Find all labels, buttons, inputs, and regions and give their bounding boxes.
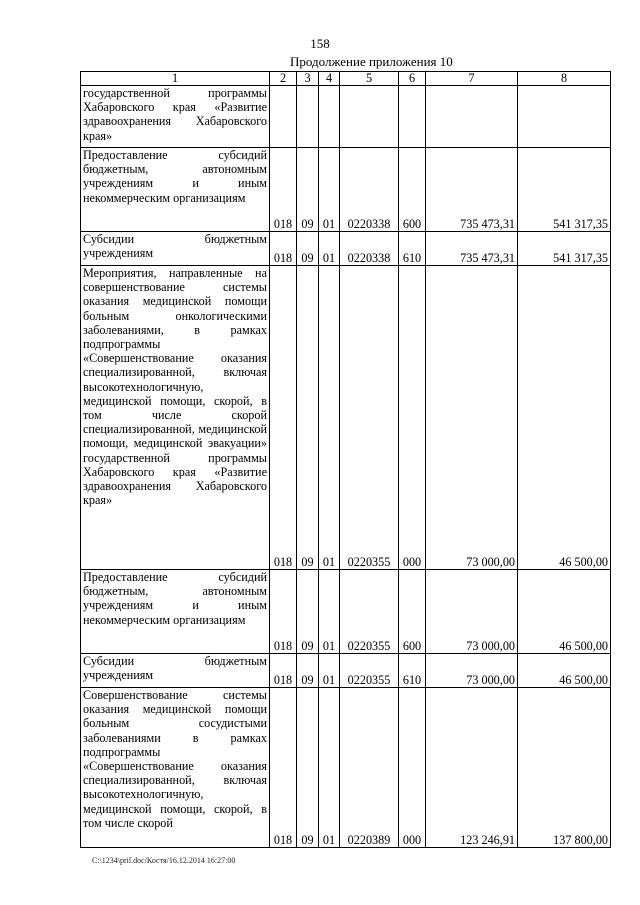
- cell-amount-1: 735 473,31: [426, 148, 518, 232]
- cell-grbs: 018: [270, 688, 297, 848]
- cell-target: 0220338: [340, 148, 399, 232]
- cell-section: 09: [297, 232, 319, 266]
- cell-grbs: 018: [270, 570, 297, 654]
- cell-amount-2: 541 317,35: [518, 232, 611, 266]
- row-name: государственной программы Хабаровского края «Развитие здравоохранения Хабаровского края»: [81, 86, 270, 148]
- cell-section: 09: [297, 570, 319, 654]
- cell-subsection: 01: [319, 232, 340, 266]
- cell-expense-type: 610: [399, 232, 426, 266]
- cell-amount-2: 541 317,35: [518, 148, 611, 232]
- cell-target: [340, 86, 399, 148]
- row-name: Субсидии бюджетным учреждениям: [81, 232, 270, 266]
- cell-amount-2: 46 500,00: [518, 570, 611, 654]
- cell-amount-1: 123 246,91: [426, 688, 518, 848]
- cell-target: 0220355: [340, 266, 399, 570]
- cell-expense-type: 600: [399, 148, 426, 232]
- cell-subsection: [319, 86, 340, 148]
- cell-subsection: 01: [319, 688, 340, 848]
- cell-subsection: 01: [319, 148, 340, 232]
- column-header: 7: [426, 72, 518, 86]
- cell-amount-2: 46 500,00: [518, 654, 611, 688]
- table-row: [81, 148, 611, 232]
- row-name: Предоставление субсидий бюджетным, автономным учреждениям и иным некоммерческим организациям: [81, 570, 270, 654]
- cell-amount-1: [426, 86, 518, 148]
- table-row: [81, 266, 611, 570]
- column-header: 1: [81, 72, 270, 86]
- cell-section: 09: [297, 148, 319, 232]
- table-row: [81, 86, 611, 148]
- column-header: 2: [270, 72, 297, 86]
- column-header: 8: [518, 72, 611, 86]
- cell-grbs: 018: [270, 232, 297, 266]
- cell-target: 0220338: [340, 232, 399, 266]
- cell-grbs: 018: [270, 266, 297, 570]
- cell-expense-type: [399, 86, 426, 148]
- cell-target: 0220355: [340, 654, 399, 688]
- row-name: Совершенствование системы оказания медицинской помощи больным сосудистыми заболеваниями в рамках подпрограммы «Совершенствование оказания специализированной, включая высокотехнологичную, медицинской помощи, скорой, в том числе скорой: [81, 688, 270, 848]
- cell-section: 09: [297, 266, 319, 570]
- cell-target: 0220355: [340, 570, 399, 654]
- cell-section: 09: [297, 688, 319, 848]
- row-name: Предоставление субсидий бюджетным, автономным учреждениям и иным некоммерческим организациям: [81, 148, 270, 232]
- cell-amount-2: 137 800,00: [518, 688, 611, 848]
- row-name: Мероприятия, направленные на совершенствование системы оказания медицинской помощи больным онкологическими заболеваниями, в рамках подпрограммы «Совершенствование оказания специализированной, включая высокотехнологичную, медицинской помощи, скорой, в том числе скорой специализированной, медицинской помощи, медицинской эвакуации» государственной программы Хабаровского края «Развитие здравоохранения Хабаровского края»: [81, 266, 270, 570]
- column-header: 4: [319, 72, 340, 86]
- cell-amount-1: 735 473,31: [426, 232, 518, 266]
- file-path-footer: C:\1234\pril.doc/Костя/16.12.2014 16:27:00: [92, 856, 236, 865]
- table-row: [81, 688, 611, 848]
- cell-expense-type: 600: [399, 570, 426, 654]
- table-row: [81, 654, 611, 688]
- appendix-caption: Продолжение приложения 10: [290, 54, 453, 69]
- cell-expense-type: 000: [399, 266, 426, 570]
- cell-grbs: 018: [270, 148, 297, 232]
- cell-grbs: 018: [270, 654, 297, 688]
- table-header-row: [81, 72, 611, 86]
- cell-subsection: 01: [319, 570, 340, 654]
- cell-subsection: 01: [319, 266, 340, 570]
- cell-section: [297, 86, 319, 148]
- column-header: 5: [340, 72, 399, 86]
- cell-expense-type: 610: [399, 654, 426, 688]
- cell-grbs: [270, 86, 297, 148]
- column-header: 6: [399, 72, 426, 86]
- cell-amount-1: 73 000,00: [426, 570, 518, 654]
- cell-section: 09: [297, 654, 319, 688]
- row-name: Субсидии бюджетным учреждениям: [81, 654, 270, 688]
- cell-subsection: 01: [319, 654, 340, 688]
- page-number: 158: [310, 36, 330, 51]
- column-header: 3: [297, 72, 319, 86]
- cell-amount-1: 73 000,00: [426, 654, 518, 688]
- cell-amount-2: 46 500,00: [518, 266, 611, 570]
- table-row: [81, 570, 611, 654]
- budget-table: [80, 71, 611, 848]
- cell-expense-type: 000: [399, 688, 426, 848]
- cell-amount-1: 73 000,00: [426, 266, 518, 570]
- table-row: [81, 232, 611, 266]
- cell-amount-2: [518, 86, 611, 148]
- cell-target: 0220389: [340, 688, 399, 848]
